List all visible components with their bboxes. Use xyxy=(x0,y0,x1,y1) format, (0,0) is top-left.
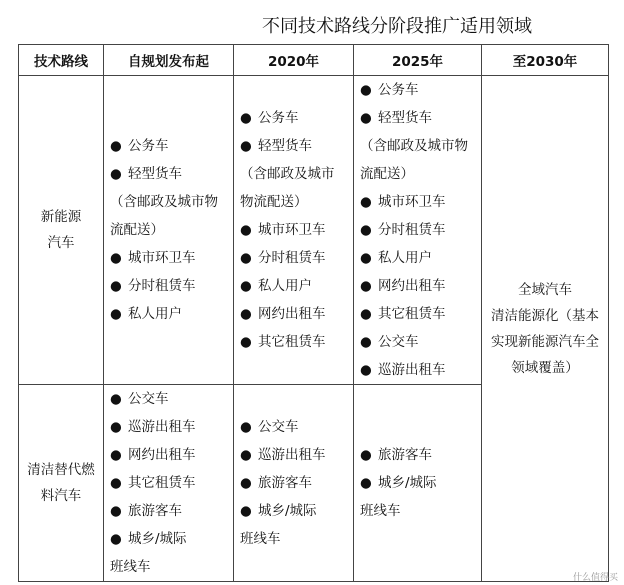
list-item xyxy=(360,244,475,272)
bullet-icon: ● xyxy=(110,250,122,266)
list-item-label: 公务车 xyxy=(128,138,169,154)
promotion-table xyxy=(18,44,609,582)
list-item-label: 网约出租车 xyxy=(378,278,446,294)
list-item-label: 私人用户 xyxy=(128,306,182,322)
list-item-label: 私人用户 xyxy=(378,250,432,266)
list-item xyxy=(240,413,347,441)
list-item-label: 轻型货车 xyxy=(128,166,182,182)
list-item xyxy=(110,413,227,441)
list-item-continuation: 班线车 xyxy=(110,559,151,575)
cell-clean-fuel-2020 xyxy=(234,385,354,582)
bullet-icon: ● xyxy=(240,503,252,519)
bullet-icon: ● xyxy=(360,306,372,322)
bullet-icon: ● xyxy=(240,278,252,294)
list-item xyxy=(360,300,475,328)
header-route: 技术路线 xyxy=(19,45,104,76)
list-item-label: 城市环卫车 xyxy=(258,222,326,238)
route-clean-fuel xyxy=(19,385,104,582)
bullet-icon: ● xyxy=(360,82,372,98)
list-item-label: 公交车 xyxy=(128,391,169,407)
header-2020: 2020年 xyxy=(234,45,354,76)
list-item-label: 分时租赁车 xyxy=(378,222,446,238)
cell-2030 xyxy=(482,76,609,582)
bullet-icon: ● xyxy=(360,194,372,210)
list-item-label: 巡游出租车 xyxy=(128,419,196,435)
list-item-label: 城乡/城际 xyxy=(128,531,187,547)
bullet-icon: ● xyxy=(110,419,122,435)
bullet-icon: ● xyxy=(360,362,372,378)
list-item xyxy=(240,441,347,469)
list-item xyxy=(240,300,347,328)
bullet-icon: ● xyxy=(240,306,252,322)
bullet-icon: ● xyxy=(240,334,252,350)
list-item-continuation: 班线车 xyxy=(240,531,281,547)
list-item-label: 分时租赁车 xyxy=(258,250,326,266)
list-item-continuation: 流配送） xyxy=(110,222,164,238)
list-item xyxy=(110,272,227,300)
bullet-icon: ● xyxy=(240,447,252,463)
bullet-icon: ● xyxy=(240,110,252,126)
list-item xyxy=(360,216,475,244)
bullet-icon: ● xyxy=(110,391,122,407)
bullet-icon: ● xyxy=(110,531,122,547)
route-line: 清洁替代燃 xyxy=(27,462,95,478)
list-item xyxy=(110,244,227,272)
list-item xyxy=(360,104,475,132)
bullet-icon: ● xyxy=(110,447,122,463)
list-item xyxy=(360,441,475,469)
list-item xyxy=(240,244,347,272)
list-item xyxy=(360,76,475,104)
list-item-label: 轻型货车 xyxy=(258,138,312,154)
list-item xyxy=(240,216,347,244)
list-item-label: 城乡/城际 xyxy=(258,503,317,519)
bullet-icon: ● xyxy=(110,475,122,491)
bullet-icon: ● xyxy=(110,306,122,322)
list-item-label: 其它租赁车 xyxy=(128,475,196,491)
list-item-label: 旅游客车 xyxy=(128,503,182,519)
header-from-release: 自规划发布起 xyxy=(104,45,234,76)
list-item xyxy=(110,441,227,469)
bullet-icon: ● xyxy=(110,138,122,154)
list-item xyxy=(240,132,347,160)
list-item xyxy=(110,525,227,553)
bullet-icon: ● xyxy=(360,222,372,238)
bullet-icon: ● xyxy=(360,278,372,294)
list-item xyxy=(240,272,347,300)
list-item-continuation: （含邮政及城市物 xyxy=(360,138,468,154)
list-item-label: 公务车 xyxy=(378,82,419,98)
list-item xyxy=(240,497,347,525)
cell-clean-fuel-release xyxy=(104,385,234,582)
bullet-icon: ● xyxy=(360,110,372,126)
list-item-label: 旅游客车 xyxy=(258,475,312,491)
list-item-continuation: （含邮政及城市物 xyxy=(110,194,218,210)
list-item xyxy=(110,385,227,413)
bullet-icon: ● xyxy=(110,278,122,294)
list-item-label: 城乡/城际 xyxy=(378,475,437,491)
bullet-icon: ● xyxy=(240,419,252,435)
list-item-continuation: （含邮政及城市 xyxy=(240,166,335,182)
list-item xyxy=(360,272,475,300)
list-item-continuation: 流配送） xyxy=(360,166,414,182)
list-item-label: 网约出租车 xyxy=(258,306,326,322)
bullet-icon: ● xyxy=(240,138,252,154)
final-line: 清洁能源化（基本 xyxy=(491,307,599,324)
header-2030: 至2030年 xyxy=(482,45,609,76)
list-item-continuation: 物流配送） xyxy=(240,194,308,210)
bullet-icon: ● xyxy=(110,503,122,519)
cell-clean-fuel-2025 xyxy=(354,385,482,582)
list-item xyxy=(360,469,475,497)
route-line: 料汽车 xyxy=(40,488,82,504)
bullet-icon: ● xyxy=(360,334,372,350)
bullet-icon: ● xyxy=(360,475,372,491)
list-item-label: 公交车 xyxy=(378,334,419,350)
cell-new-energy-2025 xyxy=(354,76,482,385)
route-line: 汽车 xyxy=(47,235,75,251)
bullet-icon: ● xyxy=(240,222,252,238)
list-item-label: 其它租赁车 xyxy=(378,306,446,322)
list-item-label: 私人用户 xyxy=(258,278,312,294)
list-item-label: 分时租赁车 xyxy=(128,278,196,294)
list-item-label: 公务车 xyxy=(258,110,299,126)
list-item xyxy=(110,132,227,160)
list-item xyxy=(360,356,475,384)
route-line: 新能源 xyxy=(40,209,82,225)
list-item-label: 网约出租车 xyxy=(128,447,196,463)
list-item-label: 巡游出租车 xyxy=(258,447,326,463)
list-item-label: 巡游出租车 xyxy=(378,362,446,378)
list-item xyxy=(360,328,475,356)
bullet-icon: ● xyxy=(360,250,372,266)
list-item-continuation: 班线车 xyxy=(360,503,401,519)
list-item xyxy=(240,104,347,132)
list-item xyxy=(110,300,227,328)
cell-new-energy-release xyxy=(104,76,234,385)
list-item xyxy=(240,469,347,497)
final-line: 实现新能源汽车全 xyxy=(491,333,599,350)
page-title: 不同技术路线分阶段推广适用领域 xyxy=(262,16,532,37)
list-item-label: 轻型货车 xyxy=(378,110,432,126)
list-item-label: 公交车 xyxy=(258,419,299,435)
header-2025: 2025年 xyxy=(354,45,482,76)
header-row xyxy=(19,45,609,76)
bullet-icon: ● xyxy=(240,250,252,266)
final-line: 全域汽车 xyxy=(518,281,572,298)
list-item-label: 旅游客车 xyxy=(378,447,432,463)
bullet-icon: ● xyxy=(360,447,372,463)
list-item xyxy=(240,328,347,356)
cell-new-energy-2020 xyxy=(234,76,354,385)
bullet-icon: ● xyxy=(110,166,122,182)
list-item-label: 城市环卫车 xyxy=(378,194,446,210)
list-item-label: 城市环卫车 xyxy=(128,250,196,266)
list-item xyxy=(110,497,227,525)
route-new-energy xyxy=(19,76,104,385)
list-item-label: 其它租赁车 xyxy=(258,334,326,350)
row-new-energy xyxy=(19,76,609,385)
list-item xyxy=(110,469,227,497)
bullet-icon: ● xyxy=(240,475,252,491)
watermark: 什么值得买 xyxy=(572,573,618,583)
list-item xyxy=(360,188,475,216)
final-line: 领域覆盖） xyxy=(511,359,579,376)
list-item xyxy=(110,160,227,188)
